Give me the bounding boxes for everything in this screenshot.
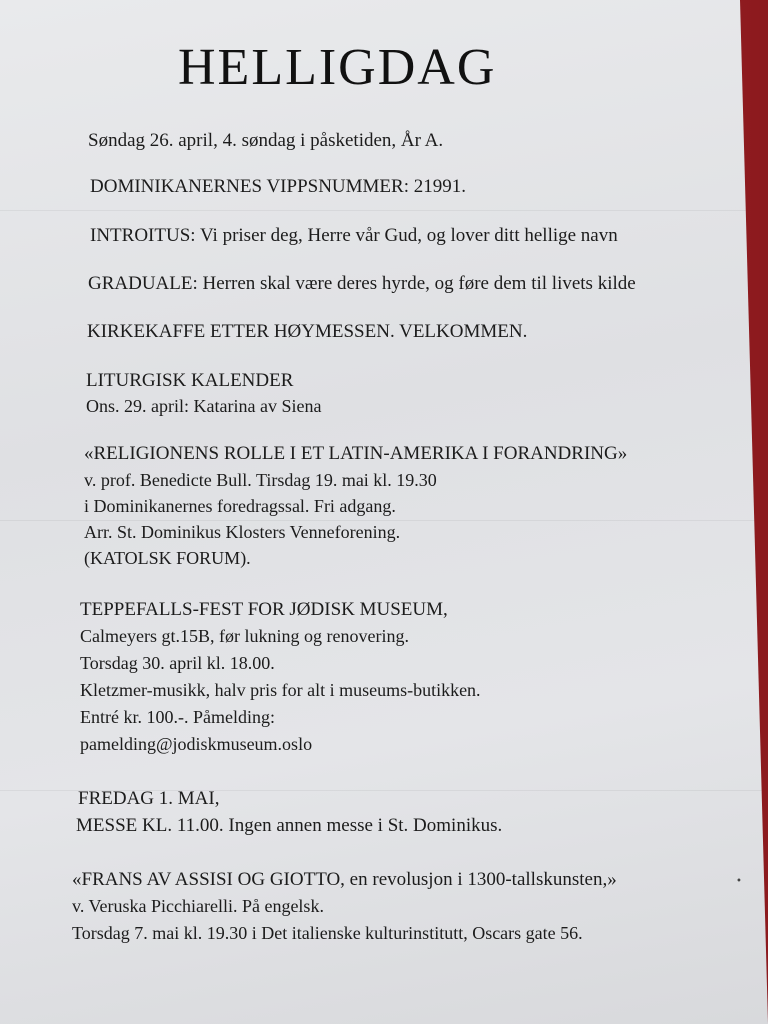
page-title: HELLIGDAG [178,39,497,96]
calendar-heading: LITURGISK KALENDER [86,370,294,391]
calendar-entry: Ons. 29. april: Katarina av Siena [86,396,322,416]
friday-mass-line: MESSE KL. 11.00. Ingen annen messe i St. Dominikus. [76,815,503,836]
ink-speck-icon: • [736,876,742,887]
vipps-number-line: DOMINIKANERNES VIPPSNUMMER: 21991. [90,176,466,197]
lecture-forum: (KATOLSK FORUM). [84,548,251,568]
lecture-organizer: Arr. St. Dominikus Klosters Venneforening. [84,522,401,542]
friday-heading: FREDAG 1. MAI, [78,788,220,809]
lecture-location: i Dominikanernes foredragssal. Fri adgang. [84,496,396,516]
museum-event-title: TEPPEFALLS-FEST FOR JØDISK MUSEUM, [80,599,448,620]
museum-datetime: Torsdag 30. april kl. 18.00. [80,653,275,673]
museum-entry-line: Entré kr. 100.-. Påmelding: [80,707,275,727]
giotto-datetime: Torsdag 7. mai kl. 19.30 i Det italienske kulturinstitutt, Oscars gate 56. [72,923,583,943]
museum-address: Calmeyers gt.15B, før lukning og renovering. [80,626,409,646]
lecture-title: «RELIGIONENS ROLLE I ET LATIN-AMERIKA I FORANDRING» [84,443,628,464]
introitus-line: INTROITUS: Vi priser deg, Herre vår Gud, og lover ditt hellige navn [90,225,618,246]
museum-email: pamelding@jodiskmuseum.oslo [80,734,313,754]
giotto-lecture-title: «FRANS AV ASSISI OG GIOTTO, en revolusjon i 1300-tallskunsten,» [72,869,617,890]
lecture-speaker: v. prof. Benedicte Bull. Tirsdag 19. mai kl. 19.30 [84,470,437,490]
museum-music-line: Kletzmer-musikk, halv pris for alt i museums-butikken. [80,680,481,700]
kirkekaffe-line: KIRKEKAFFE ETTER HØYMESSEN. VELKOMMEN. [87,321,528,342]
service-date-line: Søndag 26. april, 4. søndag i påsketiden, År A. [88,130,444,151]
graduale-line: GRADUALE: Herren skal være deres hyrde, og føre dem til livets kilde [88,273,636,294]
giotto-speaker: v. Veruska Picchiarelli. På engelsk. [72,896,324,916]
